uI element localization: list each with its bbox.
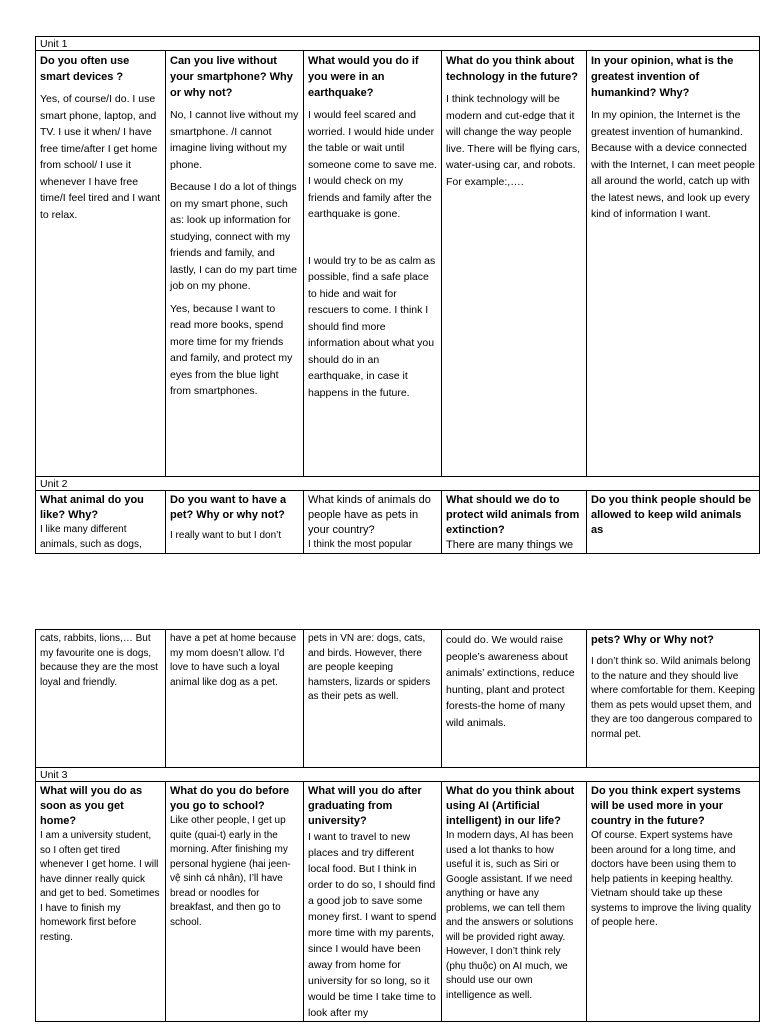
unit2-cont-answer-5: I don’t think so. Wild animals belong to the nature and they should live where comfortable for them. Keeping them as pets would upset them, and they are too dangerous compared to normal pet. <box>591 656 755 740</box>
unit2-cont-cell-5 <box>587 630 760 768</box>
answer-paragraph: Because I do a lot of things on my smart phone, such as: look up information for studying, connect with my friends and family, and lastly, I can do my part time job on my phone. <box>170 181 298 292</box>
unit2-cell-5 <box>587 491 760 554</box>
unit1-question-5: In your opinion, what is the greatest invention of humankind? Why? <box>591 55 734 99</box>
unit3-question-5: Do you think expert systems will be used more in your country in the future? <box>591 785 741 827</box>
unit1-cell-2 <box>166 51 304 477</box>
unit2-question-5: Do you think people should be allowed to keep wild animals as <box>591 494 752 536</box>
unit3-label: Unit 3 <box>36 768 760 782</box>
unit2-cont-cell-3 <box>304 630 442 768</box>
unit1-cell-1 <box>36 51 166 477</box>
unit1-question-1: Do you often use smart devices ? <box>40 55 130 83</box>
unit2-answer-1: I like many different animals, such as dogs, <box>40 524 142 550</box>
unit3-question-1: What will you do as soon as you get home? <box>40 785 143 827</box>
unit1-label: Unit 1 <box>36 37 760 51</box>
unit3-cell-4 <box>442 782 587 1022</box>
unit1-cell-4 <box>442 51 587 477</box>
unit1-header-row <box>36 37 760 51</box>
unit1-cell-3 <box>304 51 442 477</box>
unit3-cell-5 <box>587 782 760 1022</box>
answer-paragraph: I would feel scared and worried. I would hide under the table or wait until someone come to save me. I would check on my friends and family after the earthquake is gone. <box>308 109 437 220</box>
unit3-answer-4: In modern days, AI has been used a lot thanks to how useful it is, such as Siri or Google assistant. If we need anything or have any problems, we can tell them and the answers or solutions will be provided right away. However, I don’t think rely (phụ thuộc) on AI much, we should use our own intelligence as well. <box>446 830 574 1001</box>
answer-paragraph: In my opinion, the Internet is the greatest invention of humankind. Because with a device connected with the Internet, I can meet people all around the world, catch up with the latest news, and look up every kind of information I want. <box>591 109 756 220</box>
unit2-cont-question-5: pets? Why or Why not? <box>591 634 714 646</box>
unit2-answer-3: I think the most popular <box>308 539 412 550</box>
unit2-cell-3 <box>304 491 442 554</box>
unit2-cell-1 <box>36 491 166 554</box>
unit2-row <box>36 491 760 554</box>
unit2-cell-2 <box>166 491 304 554</box>
answer-paragraph: Yes, because I want to read more books, spend more time for my friends and family, and protect my eyes from the blue light from smartphones. <box>170 302 293 397</box>
unit2-cell-4 <box>442 491 587 554</box>
unit2-question-1: What animal do you like? Why? <box>40 494 144 521</box>
unit3-answer-1: I am a university student, so I often get tired whenever I get home. I will have dinner really quick and get to bed. Sometimes I have to finish my homework first before resting. <box>40 830 160 943</box>
unit2-cont-answer-4: could do. We would raise people’s awareness about animals’ extinctions, reduce hunting, plant and protect forests-the home of many wild animals. <box>446 634 575 729</box>
unit3-cell-2 <box>166 782 304 1022</box>
unit2-cont-answer-3: pets in VN are: dogs, cats, and birds. However, there are people keeping hamsters, lizards or spiders as their pets as well. <box>308 633 431 702</box>
unit1-answer-5 <box>591 107 755 223</box>
unit2-question-3: What kinds of animals do people have as pets in your country? <box>308 494 431 536</box>
unit1-question-3: What would you do if you were in an earthquake? <box>308 55 419 99</box>
answer-paragraph: Yes, of course/I do. I use smart phone, laptop, and TV. I use it when/ I have free time/after I get home from school/ I use it whenever I have free time/I feel tired and I want to relax. <box>40 93 161 221</box>
unit1-question-4: What do you think about technology in the future? <box>446 55 578 83</box>
unit2-cont-cell-1 <box>36 630 166 768</box>
unit3-answer-3: I want to travel to new places and try different local food. But I think in order to do so, I should find a good job to save some money first. I want to spend more time with my parents, since I would have been away from home for university for so long, so it would be time I take time to look after my <box>308 831 437 1019</box>
unit2-cont-answer-1: cats, rabbits, lions,… But my favourite one is dogs, because they are the most loyal and friendly. <box>40 633 158 688</box>
unit3-cell-3 <box>304 782 442 1022</box>
unit1-row <box>36 51 760 477</box>
unit3-question-4: What do you think about using AI (Artificial intelligent) in our life? <box>446 785 575 827</box>
page1-table <box>35 36 760 554</box>
unit1-answer-2 <box>170 107 299 400</box>
unit3-question-3: What will you do after graduating from university? <box>308 785 422 827</box>
unit1-cell-5 <box>587 51 760 477</box>
unit2-label: Unit 2 <box>36 477 760 491</box>
unit1-answer-1 <box>40 91 161 223</box>
unit2-continued-row <box>36 630 760 768</box>
unit1-answer-4 <box>446 91 582 190</box>
unit3-header-row <box>36 768 760 782</box>
unit3-answer-2: Like other people, I get up quite (quai-t) early in the morning. After finishing my personal hygiene (hai jeen-vệ sinh cá nhân), I’ll have bread or noodles for breakfast, and then go to school. <box>170 815 291 928</box>
unit2-answer-2: I really want to but I don’t <box>170 530 282 541</box>
unit2-cont-answer-2: have a pet at home because my mom doesn’t allow. I’d love to have such a loyal animal like dog as a pet. <box>170 633 297 688</box>
unit2-question-2: Do you want to have a pet? Why or why not? <box>170 494 287 521</box>
unit1-question-2: Can you live without your smartphone? Why or why not? <box>170 55 293 99</box>
unit2-answer-4: There are many things we <box>446 539 574 551</box>
answer-paragraph: No, I cannot live without my smartphone. /I cannot imagine living without my phone. <box>170 109 299 171</box>
unit2-cont-cell-4 <box>442 630 587 768</box>
answer-paragraph: I think technology will be modern and cut-edge that it will change the way people live. There will be flying cars, water-using car, and robots. For example:,…. <box>446 93 581 188</box>
unit1-answer-3 <box>308 107 437 401</box>
unit2-header-row <box>36 477 760 491</box>
unit3-answer-5: Of course. Expert systems have been around for a long time, and doctors have been using them to help patients in keeping healthy. Vietnam should take up these systems to improve the living quality of people here. <box>591 830 752 928</box>
unit2-cont-cell-2 <box>166 630 304 768</box>
unit2-question-4: What should we do to protect wild animals from extinction? <box>446 494 580 536</box>
unit3-question-2: What do you do before you go to school? <box>170 785 290 812</box>
answer-paragraph: I would try to be as calm as possible, find a safe place to hide and wait for rescuers to come. I think I should find more information about what you should do in an earthquake, in case it happens in the future. <box>308 254 436 399</box>
unit3-cell-1 <box>36 782 166 1022</box>
page2-table <box>35 629 760 1022</box>
unit3-row <box>36 782 760 1022</box>
